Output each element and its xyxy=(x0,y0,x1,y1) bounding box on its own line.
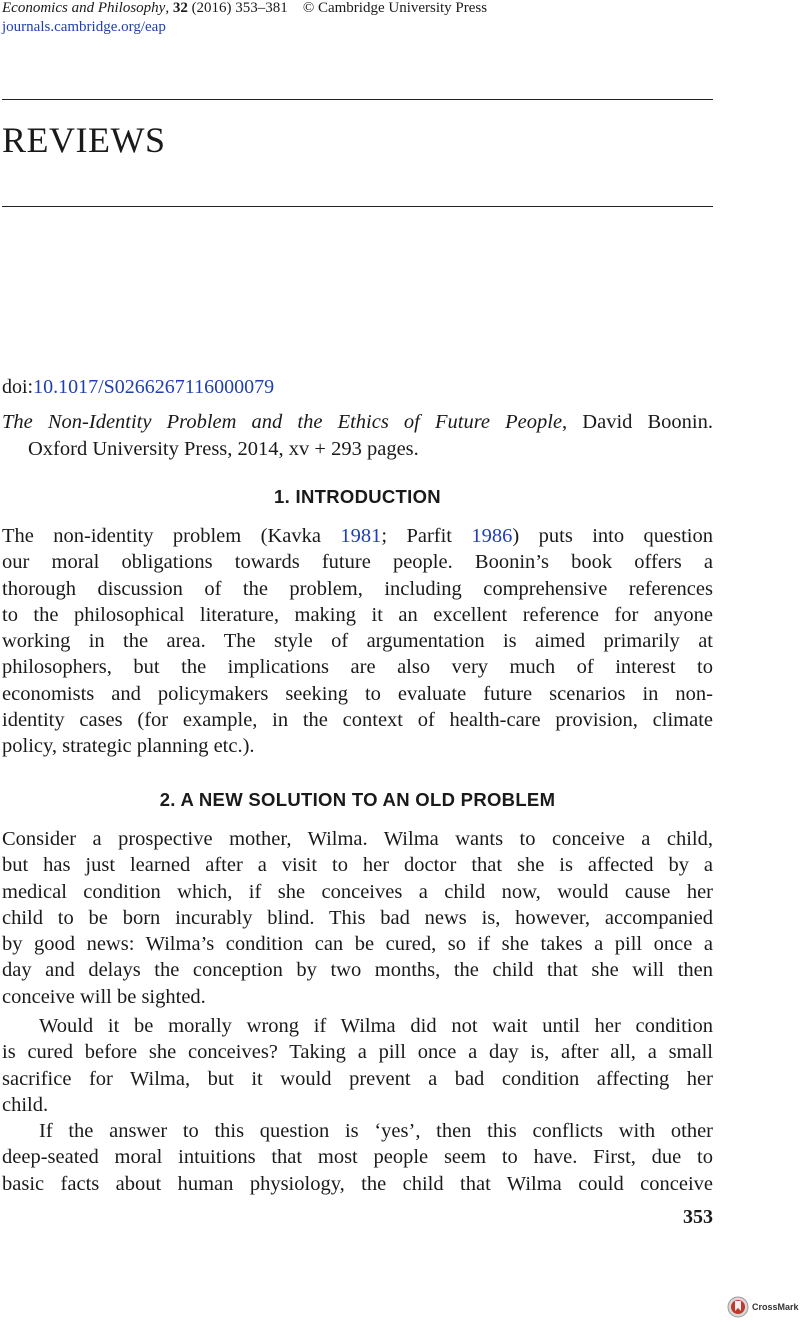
text-line: sacrifice for Wilma, but it would prevent a bad condition affecting her xyxy=(2,1067,713,1090)
journal-name: Economics and Philosophy xyxy=(2,0,166,16)
section-label: REVIEWS xyxy=(2,120,166,160)
ref-parfit-1986[interactable]: 1986 xyxy=(471,525,513,547)
bottom-rule xyxy=(2,206,713,207)
intro-line: identity cases (for example, in the context of health-care provision, climate xyxy=(2,709,713,732)
intro-line: to the philosophical literature, making it an excellent reference for anyone xyxy=(2,603,713,626)
book-title: The Non-Identity Problem and the Ethics of Future People xyxy=(2,411,563,433)
journal-url-link[interactable]: journals.cambridge.org/eap xyxy=(2,19,166,35)
citation-line-2: Oxford University Press, 2014, xv + 293 pages. xyxy=(28,438,419,460)
intro-line: thorough discussion of the problem, including comprehensive references xyxy=(2,577,713,600)
journal-header: Economics and Philosophy, 32 (2016) 353–381 © Cambridge University Press xyxy=(2,0,488,16)
intro-line: working in the area. The style of argumentation is aimed primarily at xyxy=(2,630,713,653)
text-line: conceive will be sighted. xyxy=(2,985,206,1008)
text-line: Consider a prospective mother, Wilma. Wilma wants to conceive a child, xyxy=(2,828,713,850)
text-line: but has just learned after a visit to her doctor that she is affected by a xyxy=(2,854,713,877)
text-line: child to be born incurably blind. This bad news is, however, accompanied xyxy=(2,906,713,929)
crossmark-badge[interactable] xyxy=(727,1296,799,1318)
ref-kavka-1981[interactable]: 1981 xyxy=(340,525,382,547)
text-line: Would it be morally wrong if Wilma did not wait until her condition xyxy=(39,1015,713,1037)
text-line: deep-seated moral intuitions that most people seem to have. First, due to xyxy=(2,1146,713,1169)
page-number: 353 xyxy=(683,1206,713,1228)
intro-line: philosophers, but the implications are also very much of interest to xyxy=(2,656,713,679)
heading-new-solution: 2. A NEW SOLUTION TO AN OLD PROBLEM xyxy=(159,789,556,810)
book-citation xyxy=(2,409,713,463)
paragraph-answer-yes xyxy=(2,1118,713,1197)
top-rule xyxy=(2,99,713,100)
text-line: If the answer to this question is ‘yes’, then this conflicts with other xyxy=(39,1120,713,1142)
intro-line: policy, strategic planning etc.). xyxy=(2,735,255,758)
intro-line: The non-identity problem (Kavka 1981; Parfit 1986) puts into question xyxy=(2,525,713,547)
text-line: by good news: Wilma’s condition can be cured, so if she takes a pill once a xyxy=(2,933,713,956)
intro-line: our moral obligations towards future people. Boonin’s book offers a xyxy=(2,551,713,574)
citation-line-1 xyxy=(2,409,713,436)
doi-link[interactable]: 10.1017/S0266267116000079 xyxy=(33,376,275,398)
text-line: is cured before she conceives? Taking a pill once a day is, after all, a small xyxy=(2,1041,713,1064)
book-author: , David Boonin. xyxy=(562,411,713,433)
paragraph-morally-wrong xyxy=(2,1013,713,1118)
publisher: © Cambridge University Press xyxy=(302,0,488,16)
text-line: medical condition which, if she conceives a child now, would cause her xyxy=(2,880,713,903)
doi xyxy=(2,374,274,400)
heading-introduction: 1. INTRODUCTION xyxy=(274,486,441,507)
crossmark-icon xyxy=(727,1296,749,1318)
paragraph-wilma xyxy=(2,826,713,1010)
intro-line: economists and policymakers seeking to evaluate future scenarios in non- xyxy=(2,682,713,705)
journal-volume: 32 xyxy=(172,0,188,16)
doi-prefix: doi: xyxy=(2,376,34,398)
journal-details: (2016) 353–381 xyxy=(191,0,288,16)
text-line: child. xyxy=(2,1093,49,1116)
crossmark-label: CrossMark xyxy=(752,1302,799,1312)
text-line: day and delays the conception by two months, the child that she will then xyxy=(2,959,713,982)
intro-paragraph xyxy=(2,523,713,760)
text-line: basic facts about human physiology, the child that Wilma could conceive xyxy=(2,1172,713,1195)
